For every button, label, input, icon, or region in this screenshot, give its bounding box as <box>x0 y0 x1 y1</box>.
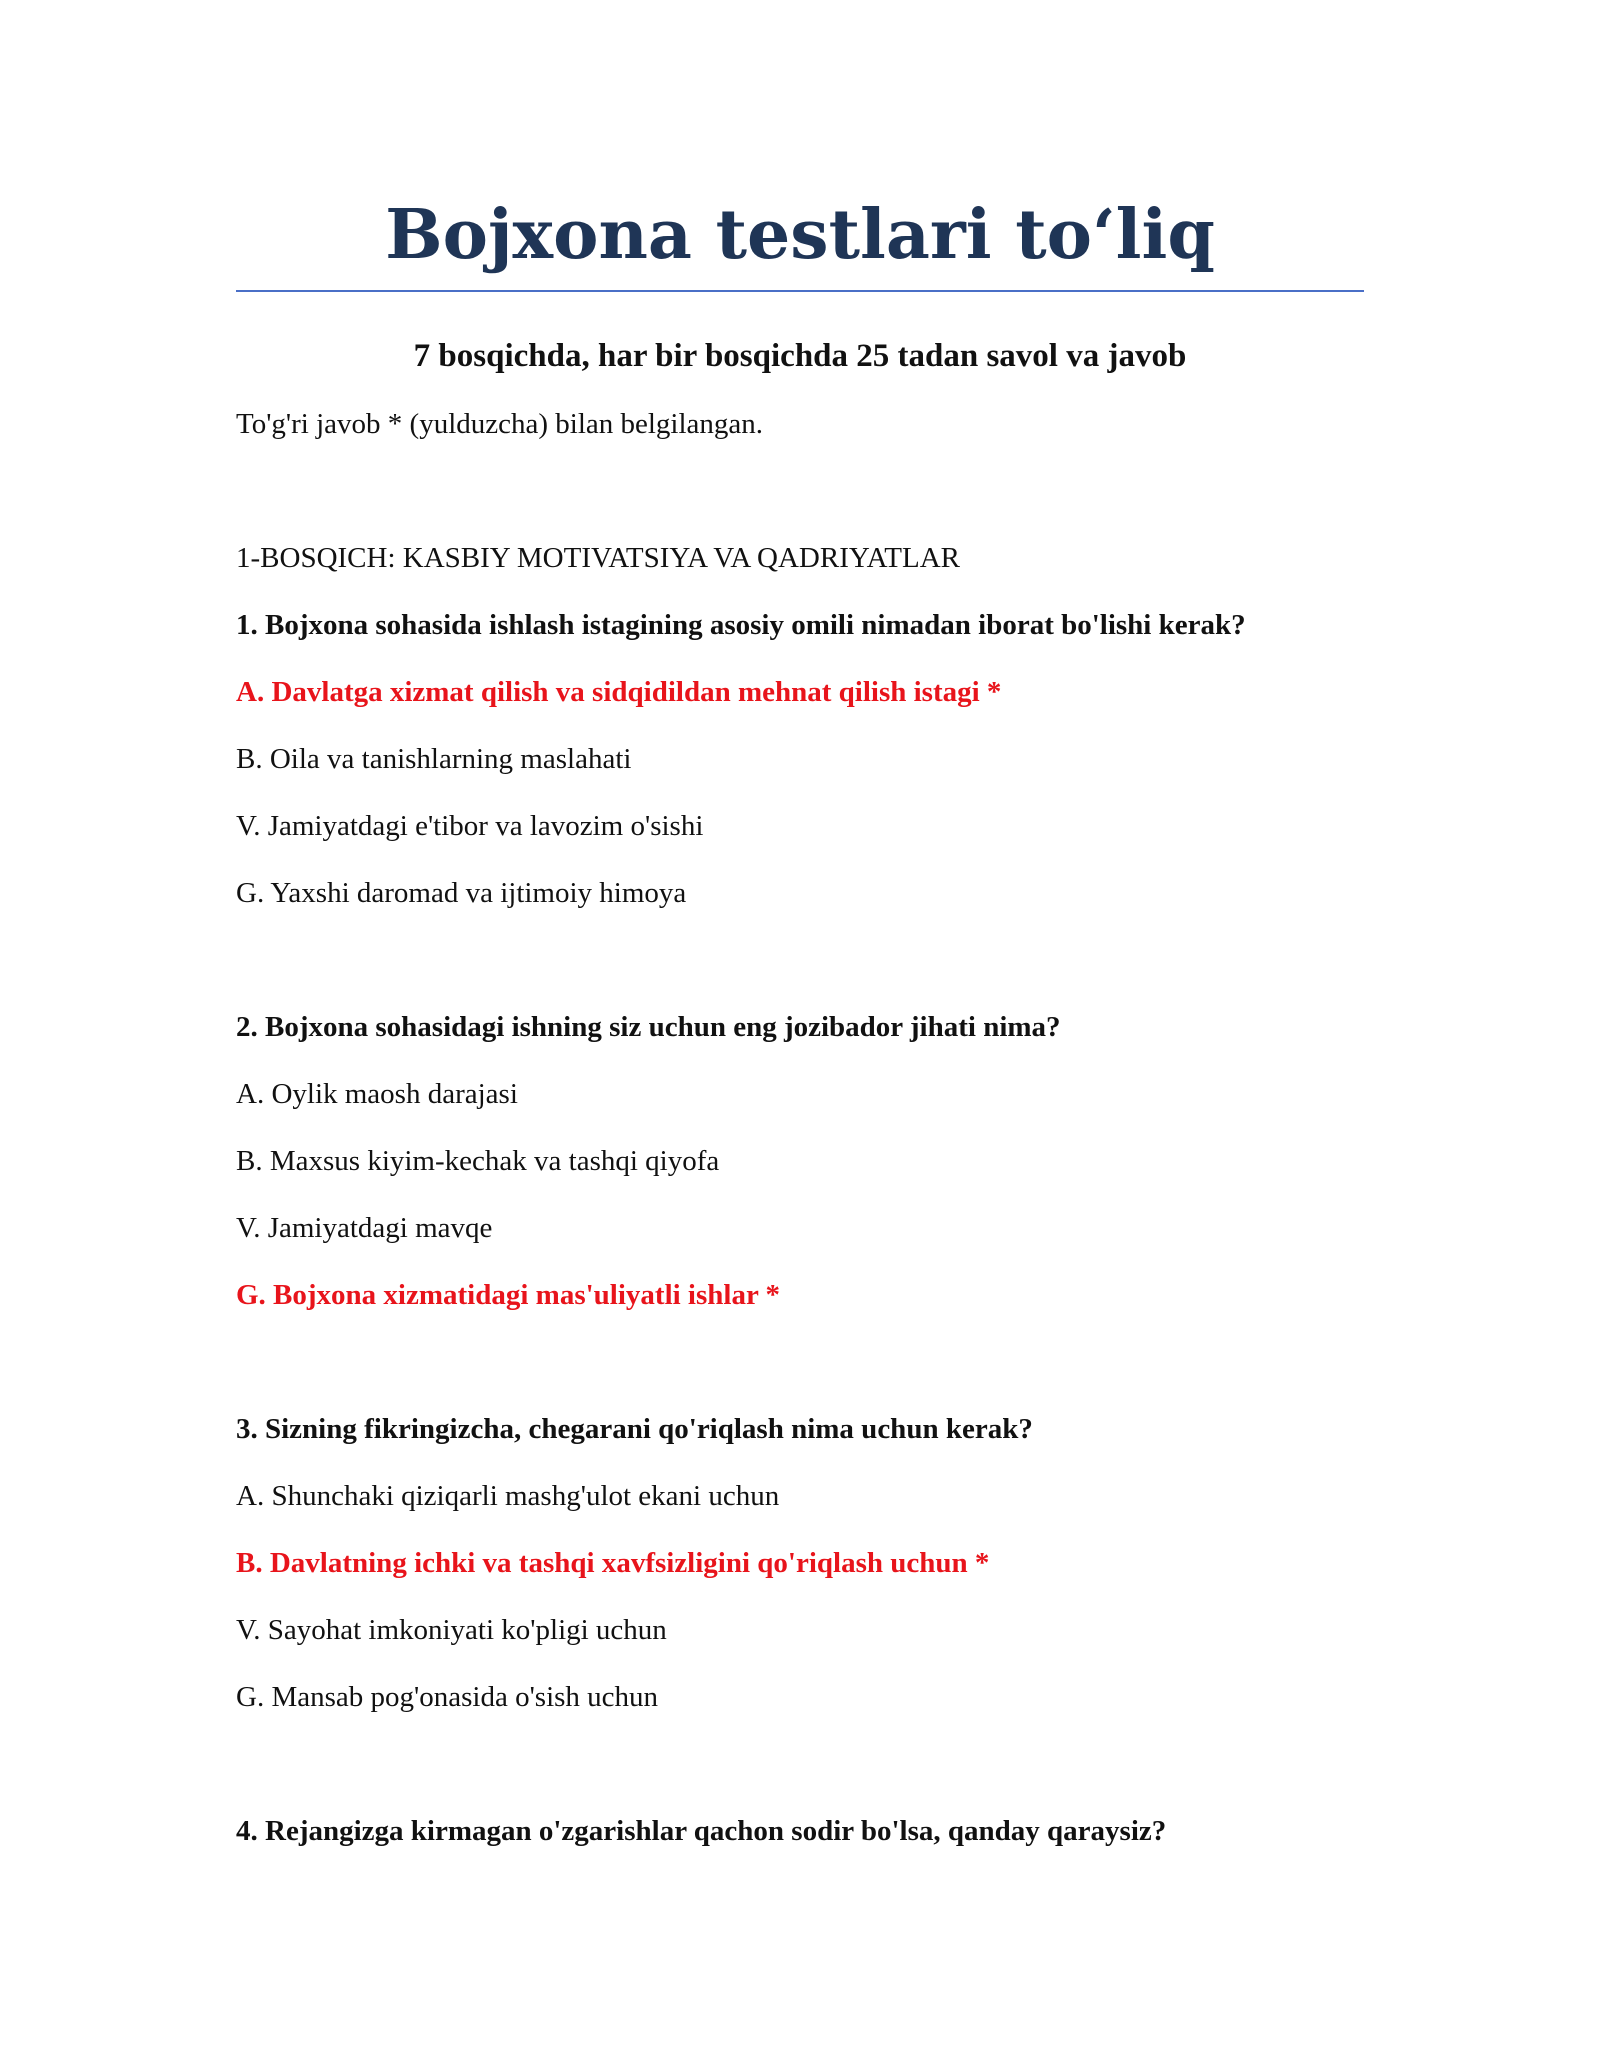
answer-option: A. Shunchaki qiziqarli mashg'ulot ekani uchun <box>236 1480 780 1512</box>
answer-option: B. Oila va tanishlarning maslahati <box>236 743 632 775</box>
question-text: 2. Bojxona sohasidagi ishning siz uchun eng jozibador jihati nima? <box>236 1011 1061 1043</box>
answer-option: G. Mansab pog'onasida o'sish uchun <box>236 1681 659 1713</box>
question-text: 3. Sizning fikringizcha, chegarani qo'riqlash nima uchun kerak? <box>236 1413 1033 1445</box>
answer-option: V. Jamiyatdagi e'tibor va lavozim o'sishi <box>236 810 704 842</box>
document-title: Bojxona testlari to‘liq <box>385 195 1215 275</box>
document-subtitle: 7 bosqichda, har bir bosqichda 25 tadan savol va javob <box>413 338 1187 374</box>
answer-option: V. Sayohat imkoniyati ko'pligi uchun <box>236 1614 667 1646</box>
question-text: 1. Bojxona sohasida ishlash istagining asosiy omili nimadan iborat bo'lishi kerak? <box>236 609 1246 641</box>
answer-key-note: To'g'ri javob * (yulduzcha) bilan belgilangan. <box>236 408 764 440</box>
answer-option-correct: A. Davlatga xizmat qilish va sidqidildan mehnat qilish istagi * <box>236 676 1002 708</box>
answer-option-correct: B. Davlatning ichki va tashqi xavfsizligini qo'riqlash uchun * <box>236 1547 990 1579</box>
title-underline <box>236 290 1364 292</box>
answer-option: V. Jamiyatdagi mavqe <box>236 1212 493 1244</box>
answer-option: B. Maxsus kiyim-kechak va tashqi qiyofa <box>236 1145 720 1177</box>
answer-option: G. Yaxshi daromad va ijtimoiy himoya <box>236 877 687 909</box>
question-text: 4. Rejangizga kirmagan o'zgarishlar qachon sodir bo'lsa, qanday qaraysiz? <box>236 1815 1167 1847</box>
answer-option-correct: G. Bojxona xizmatidagi mas'uliyatli ishlar * <box>236 1279 781 1311</box>
answer-option: A. Oylik maosh darajasi <box>236 1078 518 1110</box>
section-heading: 1-BOSQICH: KASBIY MOTIVATSIYA VA QADRIYATLAR <box>236 542 961 574</box>
